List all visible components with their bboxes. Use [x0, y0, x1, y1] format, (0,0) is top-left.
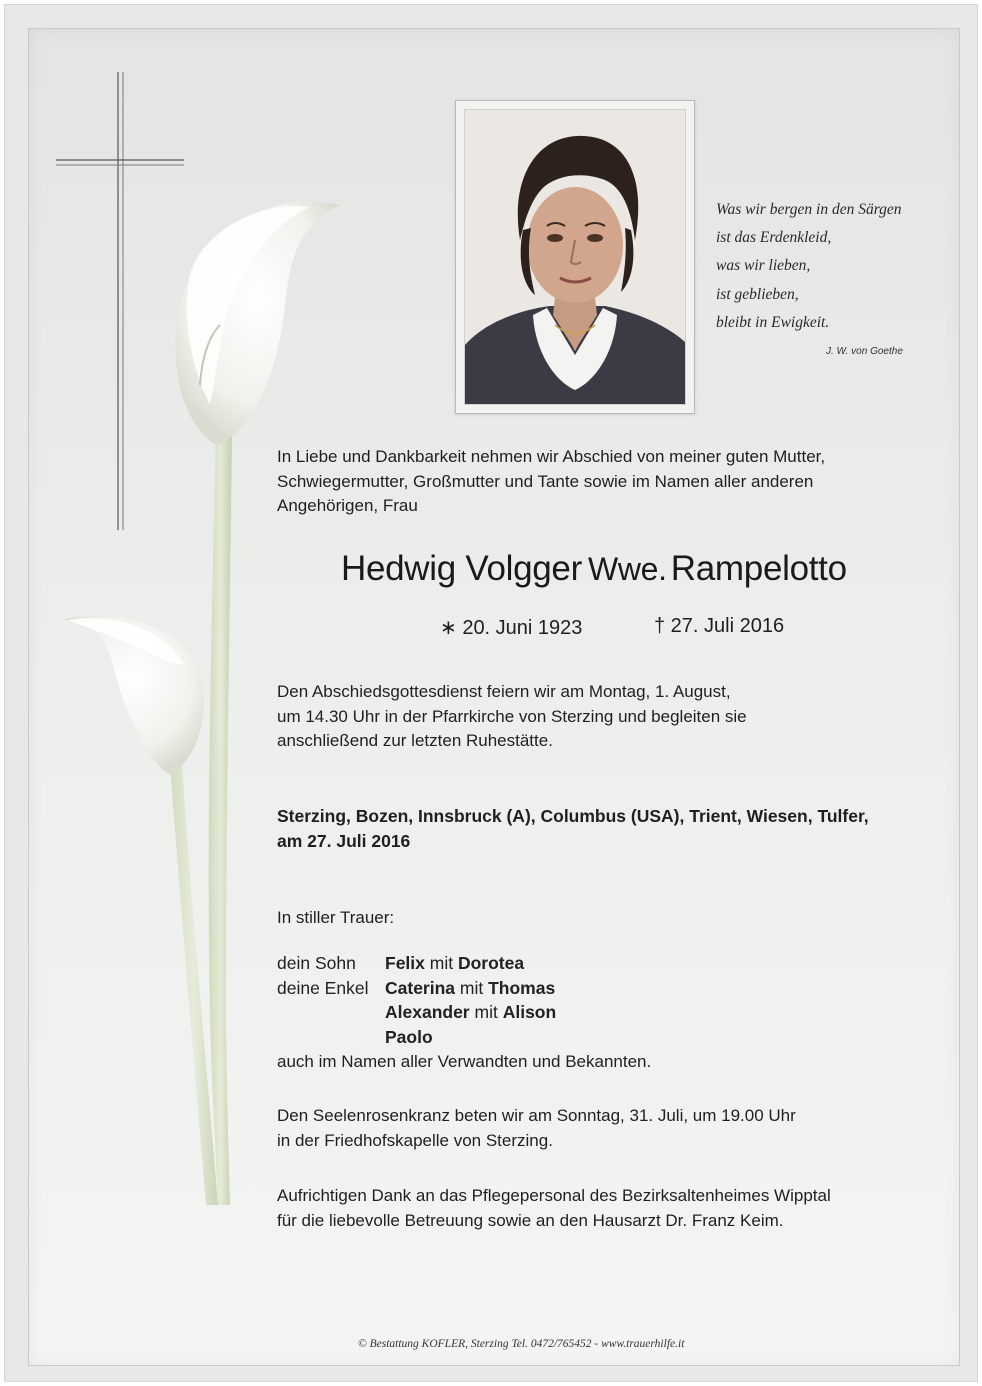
family-row — [277, 1000, 556, 1025]
deceased-last-name: Rampelotto — [670, 549, 847, 588]
service-paragraph — [277, 680, 747, 754]
family-joiner: mit — [474, 1002, 498, 1022]
quote-line: bleibt in Ewigkeit. — [716, 313, 830, 331]
quote-line: was wir lieben, — [716, 257, 811, 275]
family-name: Felix — [385, 953, 425, 973]
deceased-widow-marker: Wwe. — [587, 551, 667, 587]
family-row — [277, 976, 555, 1001]
text-line: Schwiegermutter, Großmutter und Tante sowie im Namen aller anderen — [277, 471, 814, 491]
family-joiner: mit — [429, 953, 454, 973]
mourning-heading: In stiller Trauer: — [277, 908, 395, 927]
text-line: In Liebe und Dankbarkeit nehmen wir Abschied von meiner guten Mutter, — [277, 447, 826, 466]
family-row — [277, 1025, 433, 1050]
text-line: anschließend zur letzten Ruhestätte. — [277, 731, 553, 750]
funeral-home-footer: © Bestattung KOFLER, Sterzing Tel. 0472/765452 - www.trauerhilfe.it — [358, 1338, 685, 1350]
deceased-name — [341, 549, 847, 589]
family-name: Caterina — [385, 978, 456, 998]
text-line: Sterzing, Bozen, Innsbruck (A), Columbus (USA), Trient, Wiesen, Tulfer, — [277, 806, 869, 826]
poem-quote — [716, 196, 936, 337]
text-line: Aufrichtigen Dank an das Pflegepersonal des Bezirksaltenheimes Wipptal — [277, 1186, 831, 1205]
text-line: in der Friedhofskapelle von Sterzing. — [277, 1130, 553, 1150]
quote-line: ist das Erdenkleid, — [716, 229, 832, 247]
family-name: Alison — [502, 1002, 557, 1022]
rosary-paragraph — [277, 1104, 796, 1153]
text-line: für die liebevolle Betreuung sowie an den Hausarzt Dr. Franz Keim. — [277, 1210, 784, 1230]
family-joiner: mit — [459, 978, 484, 998]
death-date: † 27. Juli 2016 — [654, 615, 785, 637]
places-paragraph — [277, 804, 869, 853]
family-row — [277, 951, 524, 976]
quote-line: ist geblieben, — [716, 285, 799, 303]
text-line: Den Abschiedsgottesdienst feiern wir am Montag, 1. August, — [277, 682, 731, 701]
family-label: dein Sohn — [277, 953, 356, 973]
text-line: Angehörigen, Frau — [277, 496, 418, 515]
text-line: Den Seelenrosenkranz beten wir am Sonntag, 31. Juli, um 19.00 Uhr — [277, 1106, 796, 1125]
quote-author: J. W. von Goethe — [826, 346, 903, 357]
quote-line: Was wir bergen in den Särgen — [716, 201, 902, 218]
thanks-paragraph — [277, 1184, 831, 1233]
family-name: Paolo — [385, 1027, 433, 1047]
text-line: um 14.30 Uhr in der Pfarrkirche von Sterzing und begleiten sie — [277, 706, 747, 726]
family-closing: auch im Namen aller Verwandten und Bekannten. — [277, 1052, 652, 1071]
family-name: Alexander — [385, 1002, 470, 1022]
text-line: am 27. Juli 2016 — [277, 830, 411, 851]
portrait-frame — [455, 100, 695, 414]
portrait-photo — [465, 110, 685, 404]
birth-date: ∗ 20. Juni 1923 — [440, 617, 583, 639]
deceased-first-name: Hedwig Volgger — [341, 549, 582, 588]
family-name: Thomas — [488, 978, 556, 998]
family-label: deine Enkel — [277, 978, 369, 998]
family-name: Dorotea — [457, 953, 525, 973]
intro-paragraph — [277, 445, 825, 519]
